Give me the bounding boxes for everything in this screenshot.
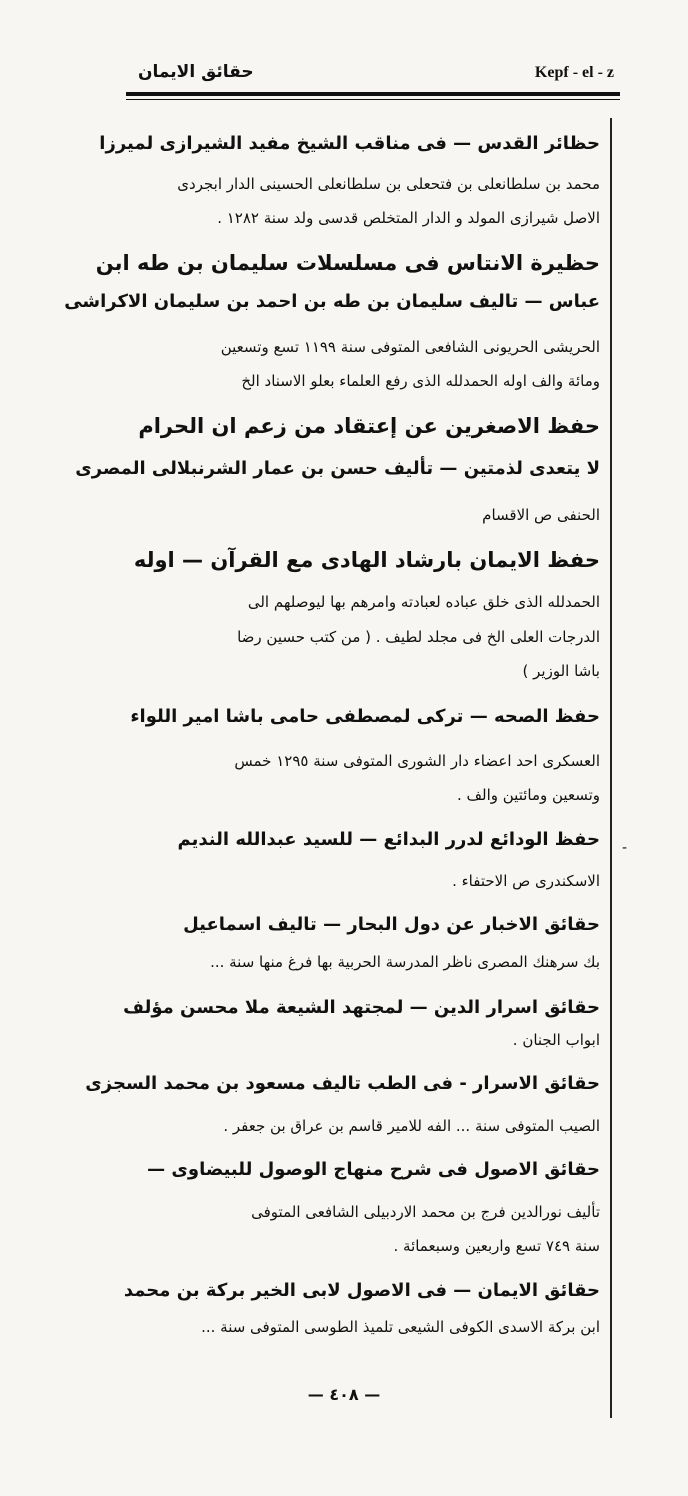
text-line: حقائق الاصول فى شرح منهاج الوصول للبيضاوى —	[147, 1159, 600, 1180]
text-line: العسكرى احد اعضاء دار الشورى المتوفى سنة ١٢٩٥ خمس	[234, 752, 600, 770]
text-line: حقائق الايمان — فى الاصول لابى الخير بركة بن محمد	[123, 1280, 600, 1301]
text-line: حفظ الصحه — تركى لمصطفى حامى باشا امير اللواء	[130, 706, 600, 727]
text-line: حفظ الودائع لدرر البدائع — للسيد عبدالله النديم	[177, 829, 600, 850]
margin-mark: -	[622, 840, 628, 856]
header-rule-thick	[126, 92, 620, 96]
text-line: حظيرة الانتاس فى مسلسلات سليمان بن طه ابن	[95, 251, 600, 275]
text-line: وتسعين ومائتين والف .	[456, 786, 600, 804]
running-head-section: Kepf - el - z	[534, 64, 614, 81]
text-line: حفظ الاصغرين عن إعتقاد من زعم ان الحرام	[138, 414, 600, 438]
text-line: لا يتعدى لذمتين — تأليف حسن بن عمار الشرنبلالى المصرى	[75, 458, 600, 479]
text-line: حقائق اسرار الدين — لمجتهد الشيعة ملا محسن مؤلف	[123, 997, 600, 1018]
text-line: باشا الوزير )	[522, 662, 600, 680]
text-line: سنة ٧٤٩ تسع واربعين وسبعمائة .	[393, 1237, 600, 1255]
text-line: الاصل شيرازى المولد و الدار المتخلص قدسى ولد سنة ١٢٨٢ .	[217, 209, 600, 227]
text-line: ابن بركة الاسدى الكوفى الشيعى تلميذ الطوسى المتوفى سنة ...	[201, 1318, 600, 1336]
text-line: حقائق الاخبار عن دول البحار — تاليف اسماعيل	[183, 914, 600, 935]
text-line: الدرجات العلى الخ فى مجلد لطيف . ( من كتب حسين رضا	[237, 628, 600, 646]
page-number: — ٤٠٨ —	[307, 1385, 381, 1404]
text-line: الحريشى الحريونى الشافعى المتوفى سنة ١١٩٩ تسع وتسعين	[220, 338, 600, 356]
text-line: الحمدلله الذى خلق عباده لعبادته وامرهم بها ليوصلهم الى	[247, 593, 600, 611]
text-line: حفظ الايمان بارشاد الهادى مع القرآن — اوله	[133, 548, 600, 572]
text-line: الاسكندرى ص الاحتفاء .	[452, 872, 600, 890]
header-rule-thin	[126, 99, 620, 100]
text-line: عباس — تاليف سليمان بن طه بن احمد بن سليمان الاكراشى	[64, 291, 600, 312]
text-line: حظائر القدس — فى مناقب الشيخ مفيد الشيرازى لميرزا	[99, 133, 600, 154]
text-line: حقائق الاسرار - فى الطب تاليف مسعود بن محمد السجزى	[85, 1073, 600, 1094]
text-line: تأليف نورالدين فرج بن محمد الاردبيلى الشافعى المتوفى	[251, 1203, 600, 1221]
text-line: بك سرهنك المصرى ناظر المدرسة الحربية بها فرغ منها سنة ...	[210, 953, 600, 971]
running-head-title: حقائق الايمان	[138, 62, 254, 82]
text-line: ابواب الجنان .	[512, 1031, 600, 1049]
text-line: الصيب المتوفى سنة ... الفه للامير قاسم بن عراق بن جعفر .	[223, 1117, 600, 1135]
margin-rule	[610, 118, 612, 1418]
text-line: ومائة والف اوله الحمدلله الذى رفع العلماء بعلو الاسناد الخ	[241, 372, 600, 390]
text-line: الحنفى ص الاقسام	[482, 506, 600, 524]
text-line: محمد بن سلطانعلى بن فتحعلى بن سلطانعلى الحسينى الدار ابجردى	[177, 175, 600, 193]
